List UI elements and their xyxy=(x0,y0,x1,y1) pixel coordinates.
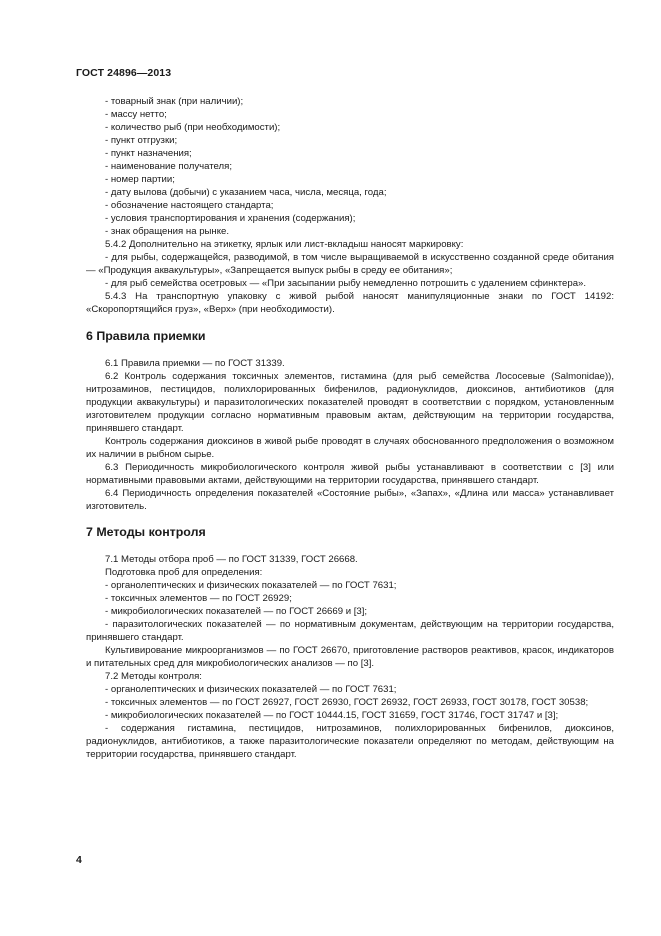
section-6-heading: 6 Правила приемки xyxy=(86,329,206,343)
list-item: - содержания гистамина, пестицидов, нитрозаминов, полихлорированных бифенилов, диоксинов, радионуклидов, антибиотиков, а также паразитологические показатели определяют по методам, действующим на территории государства, принявшего стандарт. xyxy=(86,723,614,760)
list-item: - знак обращения на рынке. xyxy=(105,226,230,237)
list-item: - токсичных элементов — по ГОСТ 26929; xyxy=(105,593,292,604)
list-item: - наименование получателя; xyxy=(105,161,232,172)
cultivation-paragraph: Культивирование микроорганизмов — по ГОСТ 26670, приготовление растворов реактивов, красок, индикаторов и питательных сред для микробиологических анализов — по [3]. xyxy=(86,645,614,669)
clause-7-1: 7.1 Методы отбора проб — по ГОСТ 31339, ГОСТ 26668. xyxy=(105,554,358,565)
list-item: - пункт отгрузки; xyxy=(105,135,178,146)
section-7-heading: 7 Методы контроля xyxy=(86,525,206,539)
list-item: - товарный знак (при наличии); xyxy=(105,96,244,107)
list-item: - органолептических и физических показателей — по ГОСТ 7631; xyxy=(105,580,397,591)
list-item: - условия транспортирования и хранения (содержания); xyxy=(105,213,356,224)
clause-5-4-3: 5.4.3 На транспортную упаковку с живой рыбой наносят манипуляционные знаки по ГОСТ 14192: «Скоропортящийся груз», «Верх» (при необходимости). xyxy=(86,291,614,315)
list-item: - пункт назначения; xyxy=(105,148,192,159)
document-body xyxy=(86,95,614,761)
list-item: - органолептических и физических показателей — по ГОСТ 7631; xyxy=(105,684,397,695)
clause-5-4-2: 5.4.2 Дополнительно на этикетку, ярлык или лист-вкладыш наносят маркировку: xyxy=(105,239,464,250)
page-number: 4 xyxy=(76,854,82,866)
list-item: - массу нетто; xyxy=(105,109,167,120)
list-item: - паразитологических показателей — по нормативным документам, действующим на территории государства, принявшего стандарт. xyxy=(86,619,614,643)
list-item: - количество рыб (при необходимости); xyxy=(105,122,281,133)
clause-7-2: 7.2 Методы контроля: xyxy=(105,671,202,682)
page-header-standard-number: ГОСТ 24896—2013 xyxy=(76,67,172,79)
clause-6-3: 6.3 Периодичность микробиологического контроля живой рыбы устанавливают в соответствии с [3] или нормативными правовыми актами, действующими на территории государства, принявшего стандарт. xyxy=(86,462,614,486)
list-item: - для рыбы, содержащейся, разводимой, в том числе выращиваемой в искусственно созданной среде обитания — «Продукция аквакультуры», «Запрещается выпуск рыбы в среду ее обитания»; xyxy=(86,252,614,276)
list-item: - обозначение настоящего стандарта; xyxy=(105,200,274,211)
sample-prep-intro: Подготовка проб для определения: xyxy=(105,567,263,578)
clause-6-4: 6.4 Периодичность определения показателей «Состояние рыбы», «Запах», «Длина или масса» устанавливает изготовитель. xyxy=(86,488,614,512)
clause-6-2-dioxins: Контроль содержания диоксинов в живой рыбе проводят в случаях обоснованного предположения о возможном их наличии в рыбном сырье. xyxy=(86,436,614,460)
list-item: - микробиологических показателей — по ГОСТ 26669 и [3]; xyxy=(105,606,368,617)
list-item: - номер партии; xyxy=(105,174,175,185)
list-item: - токсичных элементов — по ГОСТ 26927, ГОСТ 26930, ГОСТ 26932, ГОСТ 26933, ГОСТ 30178, ГОСТ 30538; xyxy=(105,697,589,708)
clause-6-2: 6.2 Контроль содержания токсичных элементов, гистамина (для рыб семейства Лососевые (Salmonidae)), нитрозаминов, пестицидов, полихлорированных бифенилов, радионуклидов, диоксинов, антибиотиков (для продукции аквакультуры) и паразитологических показателей проводят в соответствии с порядком, установленным изготовителем продукции согласно нормативным правовым актам, действующим на территории государства, принявшего стандарт. xyxy=(86,371,614,434)
list-item: - дату вылова (добычи) с указанием часа, числа, месяца, года; xyxy=(105,187,387,198)
list-item: - для рыб семейства осетровых — «При засыпании рыбу немедленно потрошить с удалением сфинктера». xyxy=(105,278,587,289)
list-item: - микробиологических показателей — по ГОСТ 10444.15, ГОСТ 31659, ГОСТ 31746, ГОСТ 31747 и [3]; xyxy=(105,710,559,721)
clause-6-1: 6.1 Правила приемки — по ГОСТ 31339. xyxy=(105,358,285,369)
